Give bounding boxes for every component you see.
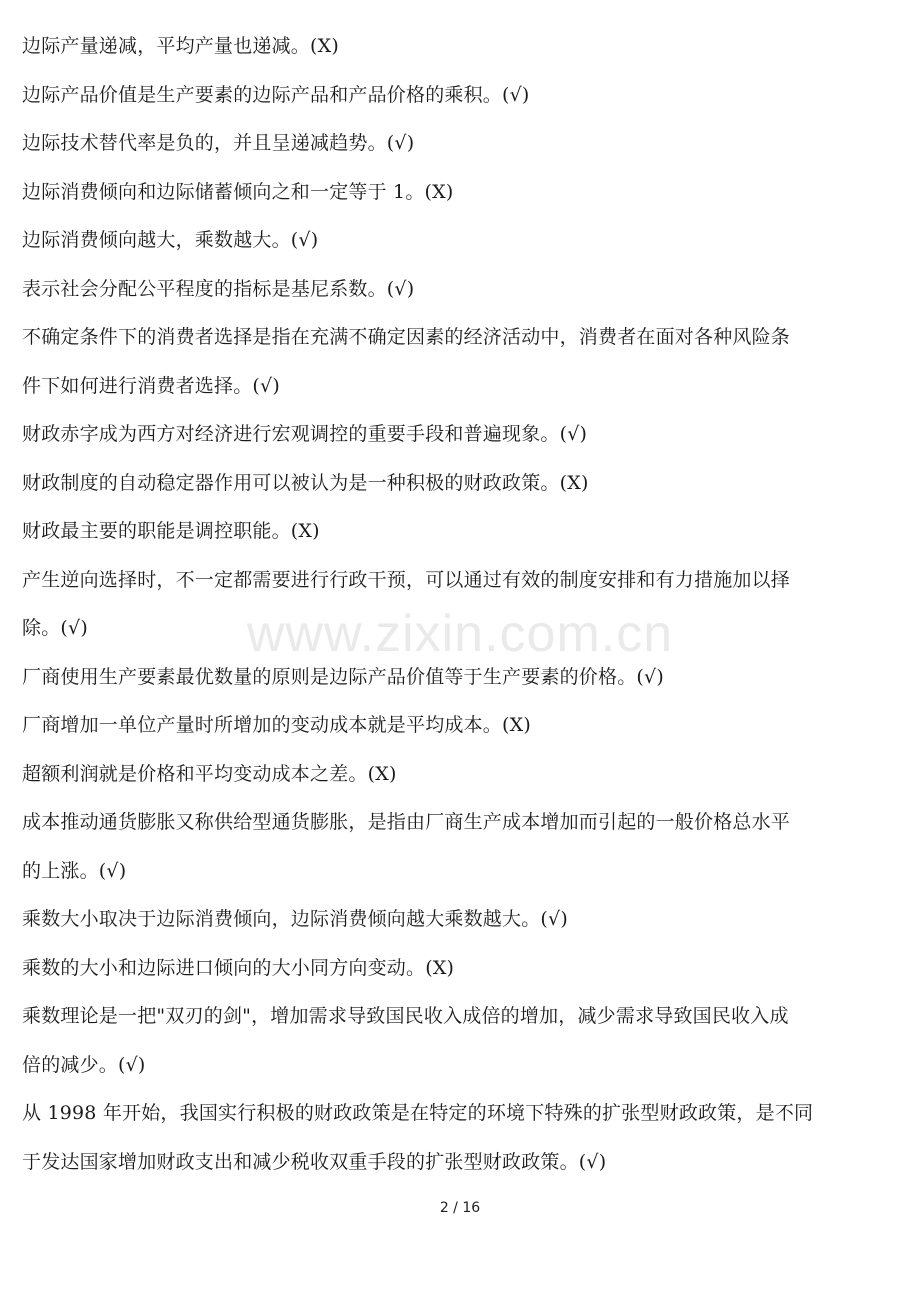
text-line: 乘数的大小和边际进口倾向的大小同方向变动。(X) <box>22 956 455 979</box>
text-line: 财政制度的自动稳定器作用可以被认为是一种积极的财政政策。(X) <box>22 471 589 494</box>
text-line: 财政最主要的职能是调控职能。(X) <box>22 520 320 542</box>
text-line: 产生逆向选择时，不一定都需要进行行政干预，可以通过有效的制度安排和有力措施加以择 <box>22 568 791 591</box>
text-line: 边际消费倾向和边际储蓄倾向之和一定等于 1。(X) <box>22 180 454 203</box>
text-line: 倍的减少。(√) <box>22 1053 146 1076</box>
text-line: 表示社会分配公平程度的指标是基尼系数。(√) <box>22 277 415 300</box>
page-number: 2 / 16 <box>439 1200 481 1216</box>
text-line: 厂商增加一单位产量时所增加的变动成本就是平均成本。(X) <box>22 714 531 736</box>
text-line: 成本推动通货膨胀又称供给型通货膨胀，是指由厂商生产成本增加而引起的一般价格总水平 <box>22 811 791 833</box>
watermark: www.zixin.com.cn <box>246 605 674 663</box>
text-line: 财政赤字成为西方对经济进行宏观调控的重要手段和普遍现象。(√) <box>22 423 588 445</box>
text-line: 从 1998 年开始，我国实行积极的财政政策是在特定的环境下特殊的扩张型财政政策，是不同 <box>22 1102 814 1124</box>
text-line: 的上涨。(√) <box>22 859 127 882</box>
document-body <box>22 22 898 1186</box>
text-line: 除。(√) <box>22 617 88 639</box>
text-line: 不确定条件下的消费者选择是指在充满不确定因素的经济活动中，消费者在面对各种风险条 <box>22 326 791 348</box>
text-line: 边际产量递减，平均产量也递减。(X) <box>22 35 339 57</box>
text-line: 件下如何进行消费者选择。(√) <box>22 374 280 397</box>
text-line: 边际技术替代率是负的，并且呈递减趋势。(√) <box>22 132 415 154</box>
text-line: 边际产品价值是生产要素的边际产品和产品价格的乘积。(√) <box>22 83 530 106</box>
text-line: 边际消费倾向越大，乘数越大。(√) <box>22 229 319 251</box>
text-line: 乘数大小取决于边际消费倾向，边际消费倾向越大乘数越大。(√) <box>22 908 568 930</box>
text-line: 厂商使用生产要素最优数量的原则是边际产品价值等于生产要素的价格。(√) <box>22 665 664 688</box>
text-line: 超额利润就是价格和平均变动成本之差。(X) <box>22 762 397 785</box>
text-line: 乘数理论是一把"双刃的剑"，增加需求导致国民收入成倍的增加，减少需求导致国民收入成 <box>22 1005 789 1027</box>
text-line: 于发达国家增加财政支出和减少税收双重手段的扩张型财政政策。(√) <box>22 1150 607 1173</box>
